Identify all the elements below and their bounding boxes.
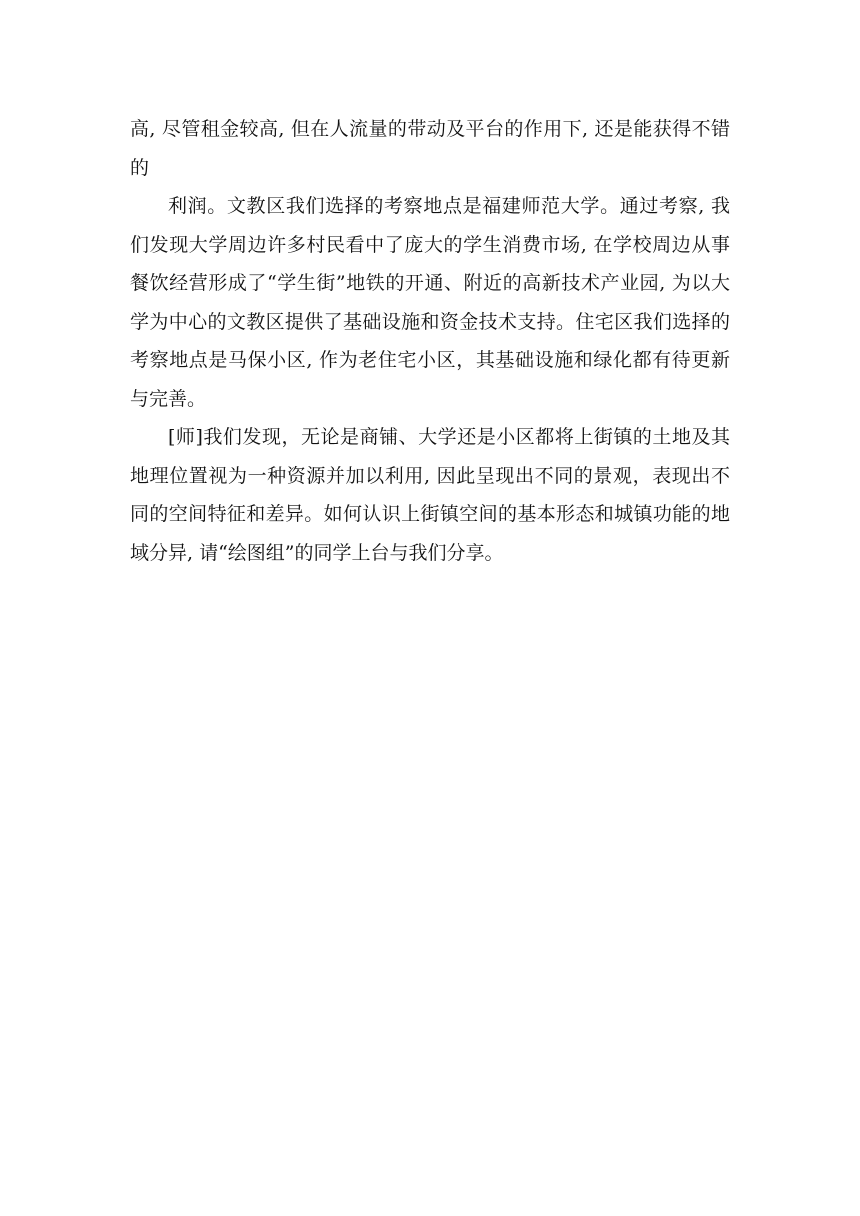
paragraph-3: [师]我们发现，无论是商铺、大学还是小区都将上街镇的土地及其地理位置视为一种资源并加以利用, 因此呈现出不同的景观，表现出不同的空间特征和差异。如何认识上街镇空间的基本形态和城镇功能的地域分异, 请“绘图组”的同学上台与我们分享。 [130,426,730,564]
paragraph-2: 利润。文教区我们选择的考察地点是福建师范大学。通过考察, 我们发现大学周边许多村民看中了庞大的学生消费市场, 在学校周边从事餐饮经营形成了“学生街”地铁的开通、附近的高新技术产业园, 为以大学为中心的文教区提供了基础设施和资金技术支持。住宅区我们选择的考察地点是马保小区, 作为老住宅小区，其基础设施和绿化都有待更新与完善。 [130,195,730,410]
body-text [130,110,730,572]
paragraph-1: 高, 尽管租金较高, 但在人流量的带动及平台的作用下, 还是能获得不错的 [130,118,730,179]
